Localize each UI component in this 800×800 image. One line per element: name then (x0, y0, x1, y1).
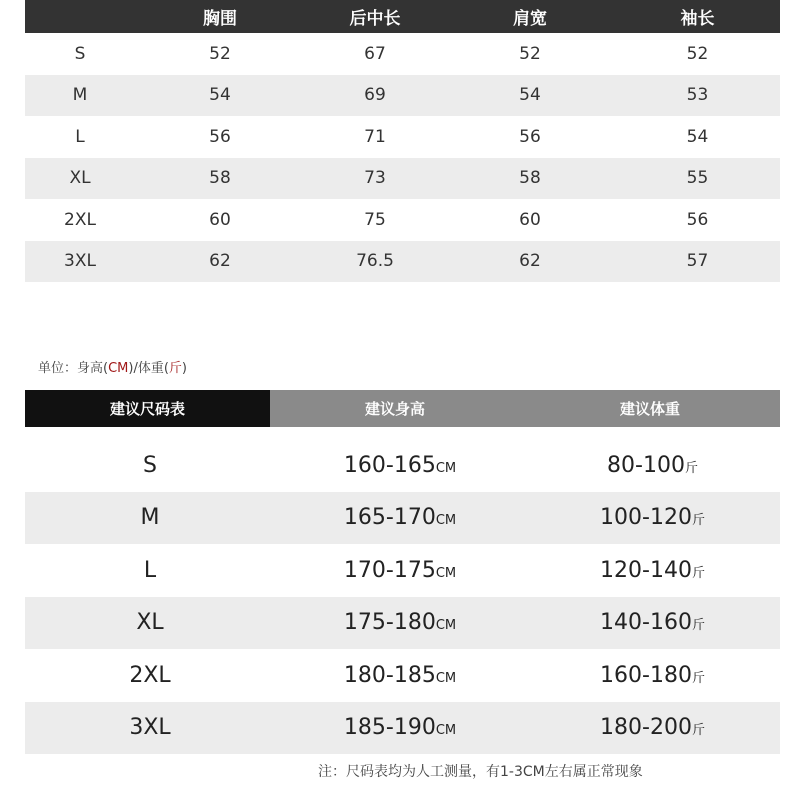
weight-value: 160-180 (600, 662, 692, 688)
weight-value: 80-100 (607, 452, 685, 478)
header-shoulder: 肩宽 (513, 9, 547, 29)
cell-shoulder: 54 (519, 85, 541, 106)
recommend-table-header (25, 390, 780, 427)
weight-unit: 斤 (684, 460, 698, 476)
cell-size: 2XL (129, 662, 171, 688)
unit-suffix: ) (181, 361, 187, 376)
cell-chest: 60 (209, 209, 231, 230)
cell-length: 71 (364, 126, 386, 147)
cell-size: 3XL (64, 251, 96, 272)
cell-weight (525, 663, 780, 688)
height-unit: CM (435, 723, 457, 739)
height-value: 165-170 (343, 505, 436, 531)
measurement-table-header (25, 0, 780, 33)
header-recommend-height: 建议身高 (270, 390, 520, 427)
cell-height (275, 558, 525, 583)
cell-length: 73 (364, 168, 386, 189)
cell-chest: 62 (209, 251, 231, 272)
table-row (25, 241, 780, 283)
cell-size: S (143, 452, 157, 478)
unit-prefix: 单位：身高( (38, 361, 109, 376)
cell-size: L (143, 557, 157, 583)
cell-length: 69 (364, 85, 386, 106)
cell-size: S (74, 43, 86, 64)
unit-jin: 斤 (168, 361, 182, 376)
recommend-table (25, 390, 780, 754)
header-sleeve: 袖长 (680, 9, 715, 29)
table-row (25, 544, 780, 597)
cell-shoulder: 62 (519, 251, 541, 272)
weight-unit: 斤 (691, 618, 705, 634)
cell-height (275, 610, 525, 635)
table-row (25, 702, 780, 755)
weight-value: 120-140 (600, 557, 692, 583)
cell-weight (525, 505, 780, 530)
cell-weight (525, 558, 780, 583)
height-unit: CM (435, 460, 457, 476)
cell-weight (525, 715, 780, 740)
table-row (25, 116, 780, 158)
cell-size: L (75, 126, 85, 147)
cell-shoulder: 58 (519, 168, 541, 189)
table-row (25, 33, 780, 75)
height-value: 175-180 (343, 610, 436, 636)
table-row (25, 597, 780, 650)
cell-size: XL (69, 168, 91, 189)
cell-sleeve: 56 (686, 209, 709, 230)
weight-value: 180-200 (600, 715, 692, 741)
cell-shoulder: 52 (519, 43, 541, 64)
cell-sleeve: 57 (686, 251, 709, 272)
cell-sleeve: 52 (686, 43, 709, 64)
cell-height (275, 715, 525, 740)
cell-size: M (140, 505, 160, 531)
unit-middle: )/体重( (128, 361, 169, 376)
recommend-table-body (25, 439, 780, 754)
cell-weight (525, 453, 780, 478)
weight-unit: 斤 (691, 723, 705, 739)
measurement-note: 注：尺码表均为人工测量，有1-3CM左右属正常现象 (318, 764, 643, 780)
table-row (25, 158, 780, 200)
height-value: 170-175 (343, 557, 436, 583)
weight-value: 100-120 (600, 505, 692, 531)
header-length: 后中长 (349, 9, 401, 29)
cell-shoulder: 60 (519, 209, 541, 230)
cell-size: 3XL (129, 715, 171, 741)
header-recommend-size: 建议尺码表 (25, 390, 270, 427)
measurement-table (25, 0, 780, 282)
cell-length: 76.5 (356, 251, 394, 272)
cell-chest: 54 (209, 85, 231, 106)
table-row (25, 492, 780, 545)
weight-unit: 斤 (691, 513, 705, 529)
height-unit: CM (435, 670, 457, 686)
unit-label (38, 357, 187, 376)
unit-cm: CM (108, 361, 129, 376)
height-value: 160-165 (343, 452, 436, 478)
cell-size: M (72, 85, 88, 106)
cell-weight (525, 610, 780, 635)
weight-value: 140-160 (600, 610, 692, 636)
weight-unit: 斤 (691, 670, 705, 686)
cell-height (275, 663, 525, 688)
table-row (25, 75, 780, 117)
measurement-table-body (25, 33, 780, 282)
cell-sleeve: 53 (686, 85, 709, 106)
cell-size: XL (136, 610, 164, 636)
cell-size: 2XL (64, 209, 96, 230)
cell-chest: 58 (209, 168, 231, 189)
cell-sleeve: 54 (686, 126, 709, 147)
cell-height (275, 453, 525, 478)
cell-chest: 56 (209, 126, 231, 147)
header-chest: 胸围 (203, 9, 237, 29)
cell-chest: 52 (209, 43, 231, 64)
cell-length: 67 (364, 43, 386, 64)
table-row (25, 439, 780, 492)
height-unit: CM (435, 565, 457, 581)
cell-shoulder: 56 (519, 126, 541, 147)
height-value: 185-190 (343, 715, 436, 741)
table-row (25, 649, 780, 702)
height-unit: CM (435, 618, 457, 634)
cell-height (275, 505, 525, 530)
table-row (25, 199, 780, 241)
weight-unit: 斤 (691, 565, 705, 581)
height-value: 180-185 (343, 662, 436, 688)
cell-length: 75 (364, 209, 386, 230)
header-recommend-weight: 建议体重 (520, 390, 780, 427)
cell-sleeve: 55 (686, 168, 709, 189)
height-unit: CM (435, 513, 457, 529)
